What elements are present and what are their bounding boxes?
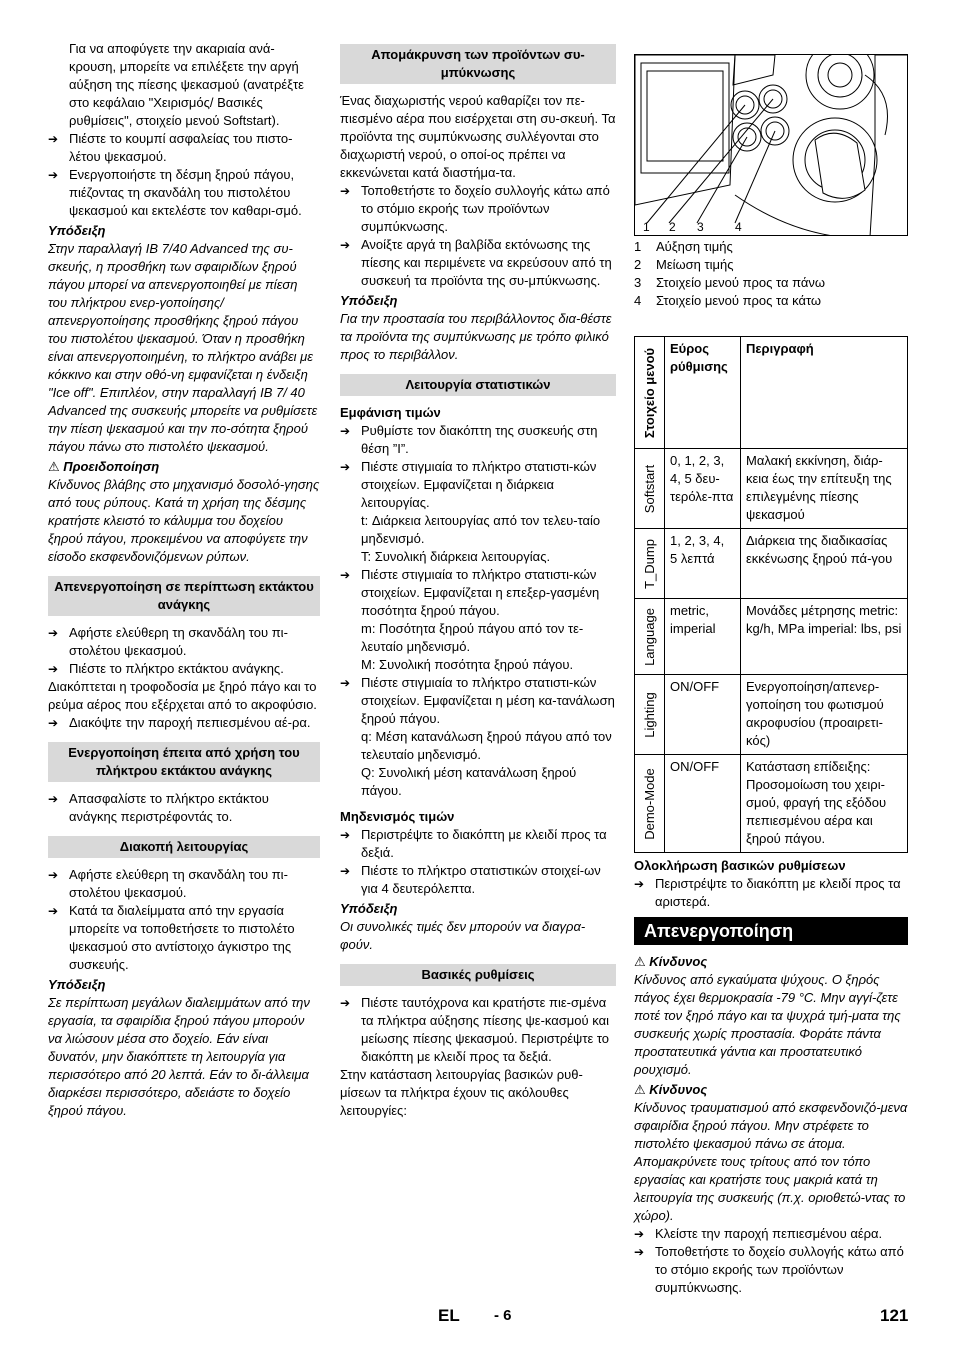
arrow-icon: ➔: [48, 662, 59, 676]
list-item: ➔ Ρυθμίστε τον διακόπτη της συσκευής στη θέση ”I”.: [340, 423, 598, 456]
arrow-icon: ➔: [48, 792, 59, 806]
list-item: ➔ Κλείστε την παροχή πεπιεσμένου αέρα.: [634, 1226, 883, 1241]
footer-language: EL: [438, 1306, 460, 1325]
paragraph: m: Ποσότητα ξηρού πάγου από τον τε-λευταίο μηδενισμό.: [361, 621, 584, 654]
list-item: ➔ Πιέστε το πλήκτρο εκτάκτου ανάγκης.: [48, 661, 284, 676]
table-cell: metric, imperial: [665, 599, 741, 675]
table-cell: Ενεργοποίηση/απενερ-γοποίηση του φωτισμού ακροφυσίου (προαιρετι-κός): [741, 675, 908, 755]
list-item: ➔ Περιστρέψτε το διακόπτη με κλειδί προς τα αριστερά.: [634, 876, 901, 909]
table-header-cell: Στοιχείο μενού: [635, 337, 665, 449]
table-cell: Μαλακή εκκίνηση, διάρ-κεια έως την επίτευξη της επιλεγμένης πίεσης ψεκασμού: [741, 449, 908, 529]
figure-label: 3: [697, 220, 704, 234]
paragraph: M: Συνολική ποσότητα ξηρού πάγου.: [361, 657, 574, 672]
figure-label: 1: [643, 220, 650, 234]
note-text: Σε περίπτωση μεγάλων διαλειμμάτων από την εργασία, τα σφαιρίδια ξηρού πάγου μπορούν να λιώσουν μέσα στο δοχείο. Εάν είναι δυνατόν, μην διακόπτετε τη λειτουργία για περισσότερο από 20 λεπτά. Εάν το δι-άλλειμα διαρκέσει περισσότερο, αδειάστε το δοχείο ξηρού πάγου.: [48, 995, 310, 1118]
table-cell: Language: [635, 599, 665, 675]
arrow-icon: ➔: [340, 568, 351, 582]
table-cell: Μονάδες μέτρησης metric: kg/h, MPa imperial: lbs, psi: [741, 599, 908, 675]
table-row: [635, 599, 908, 675]
list-item: ➔ Πιέστε το πλήκτρο στατιστικών στοιχεί-ων για 4 δευτερόλεπτα.: [340, 863, 601, 896]
danger-heading: ⚠ Κίνδυνος: [634, 1081, 908, 1099]
arrow-icon: ➔: [48, 626, 59, 640]
table-cell: ON/OFF: [665, 675, 741, 755]
subheading: Ολοκλήρωση βασικών ρυθμίσεων: [634, 858, 846, 873]
table-cell: ON/OFF: [665, 755, 741, 853]
column-3: [634, 40, 908, 1297]
table-cell: T_Dump: [635, 529, 665, 599]
note-text: Οι συνολικές τιμές δεν μπορούν να διαγρα-φούν.: [340, 919, 586, 952]
table-row: [635, 529, 908, 599]
settings-table: [634, 336, 908, 853]
arrow-icon: ➔: [634, 877, 645, 891]
intro-paragraph: Για να αποφύγετε την ακαριαία ανά-κρουση, μπορείτε να επιλέξετε την αργή αύξηση της πίεσης ψεκασμού (ανατρέξτε στο κεφάλαιο "Χειρισμός/ Βασικές ρυθμίσεις", στοιχείο μενού Softstart).: [69, 41, 304, 128]
list-item: ➔ Ενεργοποιήστε τη δέσμη ξηρού πάγου, πιέζοντας τη σκανδάλη του πιστολέτου ψεκασμού και εκτελέστε τον καθαρι-σμό.: [48, 167, 302, 218]
list-item: ➔ Ανοίξτε αργά τη βαλβίδα εκτόνωσης της πίεσης και περιμένετε να εκρεύσουν από τη συσκευή τα προϊόντα της συ-μπύκνωσης.: [340, 237, 612, 288]
arrow-icon: ➔: [340, 184, 351, 198]
paragraph: t: Διάρκεια λειτουργίας από τον τελευ-ταίο μηδενισμό.: [361, 513, 601, 546]
subheading: Εμφάνιση τιμών: [340, 405, 441, 420]
list-item: ➔ Τοποθετήστε το δοχείο συλλογής κάτω από το στόμιο εκροής των προϊόντων συμπύκνωσης.: [340, 183, 610, 234]
control-panel-figure: [634, 54, 908, 236]
column-1: [48, 40, 320, 1120]
table-header-row: [635, 337, 908, 449]
note-heading: Υπόδειξη: [340, 293, 398, 308]
list-item: ➔ Τοποθετήστε το δοχείο συλλογής κάτω από το στόμιο εκροής των προϊόντων συμπύκνωσης.: [634, 1244, 904, 1295]
list-item: ➔ Περιστρέψτε το διακόπτη με κλειδί προς τα δεξιά.: [340, 827, 607, 860]
arrow-icon: ➔: [340, 238, 351, 252]
section-heading: Λειτουργία στατιστικών: [340, 374, 616, 396]
list-item: ➔ Πιέστε ταυτόχρονα και κρατήστε πιε-σμένα τα πλήκτρα αύξησης πίεσης ψε-κασμού και μείωσης πίεσης ψεκασμού. Περιστρέψτε το διακόπτη με κλειδί προς τα δεξιά.: [340, 995, 610, 1064]
list-item: ➔ Αφήστε ελεύθερη τη σκανδάλη του πι-στολέτου ψεκασμού.: [48, 625, 288, 658]
paragraph: Στην κατάσταση λειτουργίας βασικών ρυθ-μίσεων τα πλήκτρα έχουν τις ακόλουθες λειτουργίες:: [340, 1067, 583, 1118]
table-cell: Lighting: [635, 675, 665, 755]
danger-heading: ⚠ Κίνδυνος: [634, 953, 908, 971]
list-item: ➔ Κατά τα διαλείμματα από την εργασία μπορείτε να τοποθετήσετε το πιστολέτο ψεκασμού στο αντίστοιχο άγκιστρο της συσκευής.: [48, 903, 295, 972]
table-cell: 0, 1, 2, 3, 4, 5 δευ-τερόλε-πτα: [665, 449, 741, 529]
arrow-icon: ➔: [340, 460, 351, 474]
legend-item: 2 Μείωση τιμής: [634, 257, 734, 272]
table-cell: Softstart: [635, 449, 665, 529]
arrow-icon: ➔: [48, 904, 59, 918]
paragraph: T: Συνολική διάρκεια λειτουργίας.: [361, 549, 551, 564]
page-number: 121: [880, 1306, 909, 1325]
arrow-icon: ➔: [340, 676, 351, 690]
column-2: [340, 40, 616, 1120]
arrow-icon: ➔: [48, 716, 59, 730]
table-cell: 1, 2, 3, 4, 5 λεπτά: [665, 529, 741, 599]
list-item: ➔ Πιέστε το κουμπί ασφαλείας του πιστο-λέτου ψεκασμού.: [48, 131, 293, 164]
note-heading: Υπόδειξη: [48, 977, 106, 992]
arrow-icon: ➔: [340, 424, 351, 438]
table-row: [635, 755, 908, 853]
section-heading: Απενεργοποίηση σε περίπτωση εκτάκτου ανάγκης: [48, 576, 320, 616]
list-item: ➔ Πιέστε στιγμιαία το πλήκτρο στατιστι-κών στοιχείων. Εμφανίζεται η μέση κα-τανάλωση ξηρού πάγου.: [340, 675, 615, 726]
section-heading: Ενεργοποίηση έπειτα από χρήση του πλήκτρου εκτάκτου ανάγκης: [48, 742, 320, 782]
figure-legend: [634, 238, 908, 310]
arrow-icon: ➔: [48, 868, 59, 882]
arrow-icon: ➔: [48, 132, 59, 146]
list-item: ➔ Αφήστε ελεύθερη τη σκανδάλη του πι-στολέτου ψεκασμού.: [48, 867, 288, 900]
arrow-icon: ➔: [340, 864, 351, 878]
subheading: Μηδενισμός τιμών: [340, 809, 455, 824]
table-cell: Κατάσταση επίδειξης: Προσομοίωση του χειρι-σμού, φραγή της εξόδου πεπιεσμένου αέρα και ξηρού πάγου.: [741, 755, 908, 853]
arrow-icon: ➔: [634, 1227, 645, 1241]
arrow-icon: ➔: [48, 168, 59, 182]
footer-section: - 6: [494, 1307, 512, 1324]
section-heading: Απομάκρυνση των προϊόντων συ-μπύκνωσης: [340, 44, 616, 84]
paragraph: Ένας διαχωριστής νερού καθαρίζει τον πε-πιεσμένο αέρα που εισέρχεται στη συ-σκευή. Τα προϊόντα της συμπύκνωσης συλλέγονται στο διαχωριστή νερού, ο οποί-ος πρέπει να εκκενώνεται κατά διαστήμα-τα.: [340, 93, 616, 180]
paragraph: Q: Συνολική μέση κατανάλωση ξηρού πάγου.: [361, 765, 577, 798]
danger-text: Κίνδυνος από εγκαύματα ψύχους. Ο ξηρός πάγος έχει θερμοκρασία -79 °C. Μην αγγί-ζετε ποτέ τον ξηρό πάγο και τα ψυχρά τμή-ματα της συσκευής χωρίς προστασία. Φοράτε πάντα προστατευτικά γάντια και προστατευτικό ρουχισμό.: [634, 972, 901, 1077]
arrow-icon: ➔: [340, 996, 351, 1010]
table-header-cell: Εύρος ρύθμισης: [665, 337, 741, 449]
list-item: ➔ Απασφαλίστε το πλήκτρο εκτάκτου ανάγκης περιστρέφοντάς το.: [48, 791, 269, 824]
figure-label: 4: [735, 220, 742, 234]
legend-item: 1 Αύξηση τιμής: [634, 239, 733, 254]
table-row: [635, 675, 908, 755]
arrow-icon: ➔: [634, 1245, 645, 1259]
list-item: ➔ Πιέστε στιγμιαία το πλήκτρο στατιστι-κών στοιχείων. Εμφανίζεται η επεξερ-γασμένη ποσότητα ξηρού πάγου.: [340, 567, 600, 618]
note-heading: Υπόδειξη: [48, 223, 106, 238]
chapter-heading: Απενεργοποίηση: [634, 917, 908, 945]
section-heading: Διακοπή λειτουργίας: [48, 836, 320, 858]
arrow-icon: ➔: [340, 828, 351, 842]
note-text: Στην παραλλαγή IB 7/40 Advanced της συ-σκευής, η προσθήκη των σφαιριδίων ξηρού πάγου μπορεί να απενεργοποιηθεί με πίεση του πλήκτρου ενερ-γοποίησης/απενεργοποίησης προσθήκης ξηρού πάγου του πιστολέτου ψεκασμού. Όταν η προσθήκη είναι απενεργοποιημένη, το πλήκτρο ανάβει με κόκκινο και στην οθό-νη εμφανίζεται η ένδειξη "Ice off". Επιπλέον, στην παραλλαγή IB 7/ 40 Advanced της συσκευής μπορείτε να ρυθμίσετε την πίεση ψεκασμού και την πο-σότητα ξηρού πάγου πάνω στο πιστολέτο ψεκασμού.: [48, 241, 318, 454]
figure-label: 2: [669, 220, 676, 234]
table-cell: Demo-Mode: [635, 755, 665, 853]
danger-text: Κίνδυνος τραυματισμού από εκσφενδονιζό-μενα σφαιρίδια ξηρού πάγου. Μην στρέφετε το πιστολέτο ψεκασμού πάνω σε άτομα. Απομακρύνετε τους τρίτους από τον τόπο εργασίας και κρατήστε τους μακριά κατά τη λειτουργία της συσκευής (π.χ. οριοθετώ-ντας το χώρο).: [634, 1100, 908, 1223]
paragraph: q: Μέση κατανάλωση ξηρού πάγου από τον τελευταίο μηδενισμό.: [361, 729, 612, 762]
note-heading: Υπόδειξη: [340, 901, 398, 916]
list-item: ➔ Διακόψτε την παροχή πεπιεσμένου αέ-ρα.: [48, 715, 311, 730]
list-item: ➔ Πιέστε στιγμιαία το πλήκτρο στατιστι-κών στοιχείων. Εμφανίζεται η διάρκεια λειτουργίας.: [340, 459, 597, 510]
section-heading: Βασικές ρυθμίσεις: [340, 964, 616, 986]
warning-heading: ⚠ Προειδοποίηση: [48, 458, 320, 476]
table-row: [635, 449, 908, 529]
control-panel-illustration: [635, 55, 908, 236]
legend-item: 3 Στοιχείο μενού προς τα πάνω: [634, 275, 826, 290]
legend-item: 4 Στοιχείο μενού προς τα κάτω: [634, 293, 822, 308]
table-header-cell: Περιγραφή: [741, 337, 908, 449]
paragraph: Διακόπτεται η τροφοδοσία με ξηρό πάγο και το ρεύμα αέρος που εξέρχεται από το ακροφύσιο.: [48, 679, 317, 712]
table-cell: Διάρκεια της διαδικασίας εκκένωσης ξηρού πά-γου: [741, 529, 908, 599]
warning-text: Κίνδυνος βλάβης στο μηχανισμό δοσολό-γησης από τους ρύπους. Κατά τη χρήση της δέσμης κρατήστε κλειστό το κάλυμμα του δοχείου ξηρού πάγου, προκειμένου να αποφύγετε την είσοδο εκσφενδονιζόμενων ρύπων.: [48, 477, 320, 564]
note-text: Για την προστασία του περιβάλλοντος δια-θέστε τα προϊόντα της συμπύκνωσης με τρόπο φιλικό προς το περιβάλλον.: [340, 311, 612, 362]
